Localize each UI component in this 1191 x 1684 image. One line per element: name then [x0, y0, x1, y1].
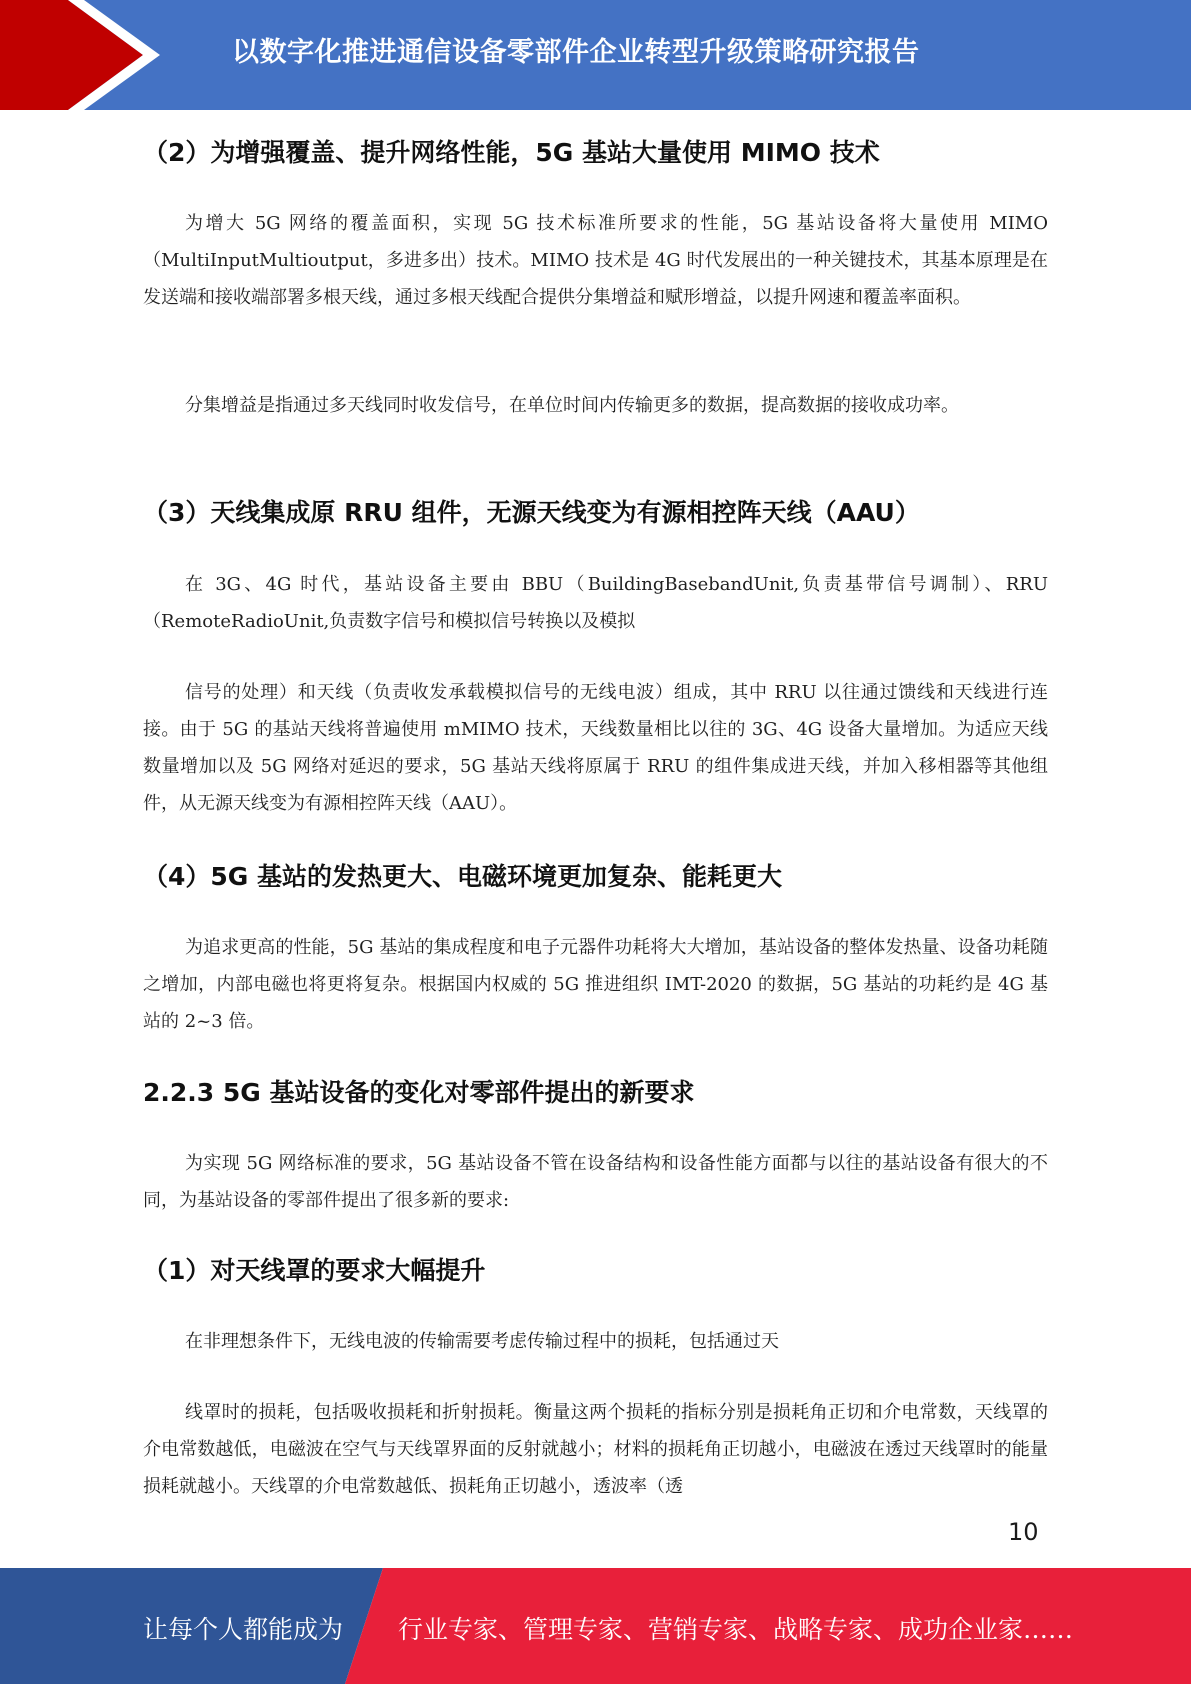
- page-footer: [0, 1568, 1191, 1684]
- section-heading-power: （4）5G 基站的发热更大、电磁环境更加复杂、能耗更大: [143, 862, 783, 891]
- paragraph-aau-1: 在 3G、4G 时代，基站设备主要由 BBU（BuildingBasebandUnit,负责基带信号调制）、RRU（RemoteRadioUnit,负责数字信号和模拟信号转换以及模拟: [143, 574, 1048, 632]
- section-heading-223: 2.2.3 5G 基站设备的变化对零部件提出的新要求: [143, 1078, 695, 1107]
- footer-slogan-left: 让每个人都能成为: [143, 1615, 344, 1644]
- paragraph-aau-2: 信号的处理）和天线（负责收发承载模拟信号的无线电波）组成，其中 RRU 以往通过馈线和天线进行连接。由于 5G 的基站天线将普遍使用 mMIMO 技术，天线数量相比以往的 3G、4G 设备大量增加。为适应天线数量增加以及 5G 网络对延迟的要求，5G 基站天线将原属于 RRU 的组件集成进天线，并加入移相器等其他组件，从无源天线变为有源相控阵天线（AAU）。: [143, 682, 1048, 814]
- paragraph-223-1: 为实现 5G 网络标准的要求，5G 基站设备不管在设备结构和设备性能方面都与以往的基站设备有很大的不同，为基站设备的零部件提出了很多新的要求:: [143, 1153, 1048, 1211]
- page-number: 10: [1008, 1518, 1039, 1546]
- paragraph-mimo-2: 分集增益是指通过多天线同时收发信号，在单位时间内传输更多的数据，提高数据的接收成功率。: [185, 395, 959, 416]
- paragraph-power-1: 为追求更高的性能，5G 基站的集成程度和电子元器件功耗将大大增加，基站设备的整体发热量、设备功耗随之增加，内部电磁也将更将复杂。根据国内权威的 5G 推进组织 IMT-2020 的数据，5G 基站的功耗约是 4G 基站的 2~3 倍。: [143, 937, 1048, 1032]
- paragraph-mimo-1: 为增大 5G 网络的覆盖面积，实现 5G 技术标准所要求的性能，5G 基站设备将大量使用 MIMO（MultiInputMultioutput，多进多出）技术。MIMO 技术是 4G 时代发展出的一种关键技术，其基本原理是在发送端和接收端部署多根天线，通过多根天线配合提供分集增益和赋形增益，以提升网速和覆盖率面积。: [143, 213, 1048, 308]
- paragraph-radome-2: 线罩时的损耗，包括吸收损耗和折射损耗。衡量这两个损耗的指标分别是损耗角正切和介电常数，天线罩的介电常数越低，电磁波在空气与天线罩界面的反射就越小；材料的损耗角正切越小，电磁波在透过天线罩时的能量损耗就越小。天线罩的介电常数越低、损耗角正切越小，透波率（透: [143, 1402, 1048, 1497]
- report-title: 以数字化推进通信设备零部件企业转型升级策略研究报告: [232, 37, 920, 68]
- section-heading-mimo: （2）为增强覆盖、提升网络性能，5G 基站大量使用 MIMO 技术: [143, 138, 880, 167]
- section-heading-radome: （1）对天线罩的要求大幅提升: [143, 1256, 486, 1285]
- paragraph-radome-1: 在非理想条件下，无线电波的传输需要考虑传输过程中的损耗，包括通过天: [185, 1331, 779, 1352]
- section-heading-aau: （3）天线集成原 RRU 组件，无源天线变为有源相控阵天线（AAU）: [143, 498, 920, 527]
- page-header: [0, 0, 1191, 110]
- footer-slogan-right: 行业专家、管理专家、营销专家、战略专家、成功企业家……: [398, 1615, 1074, 1644]
